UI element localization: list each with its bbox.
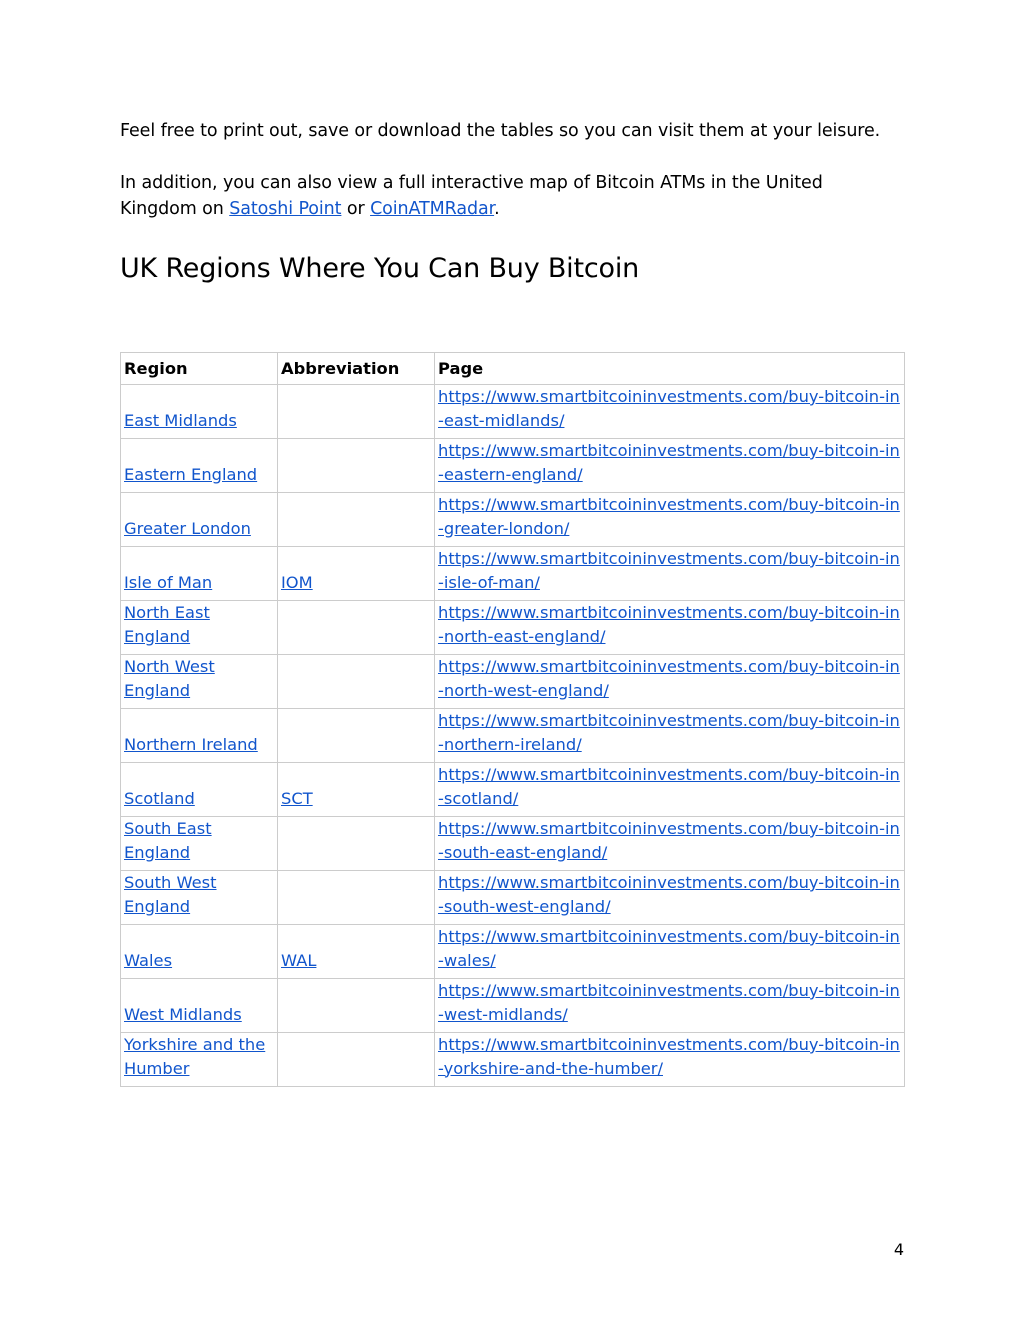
abbreviation-cell bbox=[278, 385, 435, 439]
page-url-link[interactable]: https://www.smartbitcoininvestments.com/buy-bitcoin-in-west-midlands/ bbox=[438, 981, 900, 1024]
intro-paragraph-2-text: In addition, you can also view a full interactive map of Bitcoin ATMs in the United Kingdom on bbox=[120, 173, 823, 219]
table-row bbox=[121, 871, 905, 925]
abbreviation-cell bbox=[278, 979, 435, 1033]
region-cell bbox=[121, 925, 278, 979]
page-cell bbox=[435, 763, 905, 817]
region-cell bbox=[121, 439, 278, 493]
page-url-link[interactable]: https://www.smartbitcoininvestments.com/buy-bitcoin-in-east-midlands/ bbox=[438, 387, 900, 430]
region-link[interactable]: West Midlands bbox=[124, 1004, 242, 1024]
table-row bbox=[121, 979, 905, 1033]
page-number: 4 bbox=[893, 1240, 904, 1259]
region-link[interactable]: East Midlands bbox=[124, 410, 237, 430]
table-row bbox=[121, 493, 905, 547]
region-link[interactable]: North East England bbox=[124, 603, 210, 646]
region-cell bbox=[121, 547, 278, 601]
page-url-link[interactable]: https://www.smartbitcoininvestments.com/buy-bitcoin-in-isle-of-man/ bbox=[438, 549, 900, 592]
page-cell bbox=[435, 817, 905, 871]
region-link[interactable]: Yorkshire and the Humber bbox=[124, 1035, 266, 1078]
abbreviation-cell bbox=[278, 1033, 435, 1087]
table-header-row bbox=[121, 353, 905, 385]
page-url-link[interactable]: https://www.smartbitcoininvestments.com/buy-bitcoin-in-south-west-england/ bbox=[438, 873, 900, 916]
abbreviation-link[interactable]: WAL bbox=[281, 950, 317, 970]
intro-paragraph-1: Feel free to print out, save or download the tables so you can visit them at your leisure. bbox=[120, 121, 881, 141]
region-link[interactable]: North West England bbox=[124, 657, 215, 700]
region-cell bbox=[121, 493, 278, 547]
abbreviation-link[interactable]: IOM bbox=[281, 572, 313, 592]
satoshi-point-link[interactable]: Satoshi Point bbox=[229, 199, 342, 219]
region-cell bbox=[121, 763, 278, 817]
abbreviation-link[interactable]: SCT bbox=[281, 788, 313, 808]
page-url-link[interactable]: https://www.smartbitcoininvestments.com/buy-bitcoin-in-south-east-england/ bbox=[438, 819, 900, 862]
table-row bbox=[121, 655, 905, 709]
table-row bbox=[121, 925, 905, 979]
page-cell bbox=[435, 925, 905, 979]
region-link[interactable]: South East England bbox=[124, 819, 212, 862]
header-abbreviation: Abbreviation bbox=[278, 353, 435, 385]
page-cell bbox=[435, 547, 905, 601]
region-link[interactable]: Eastern England bbox=[124, 464, 258, 484]
table-row bbox=[121, 547, 905, 601]
region-cell bbox=[121, 817, 278, 871]
abbreviation-cell bbox=[278, 493, 435, 547]
page-url-link[interactable]: https://www.smartbitcoininvestments.com/buy-bitcoin-in-greater-london/ bbox=[438, 495, 900, 538]
regions-table bbox=[120, 352, 905, 1087]
region-cell bbox=[121, 385, 278, 439]
page-url-link[interactable]: https://www.smartbitcoininvestments.com/buy-bitcoin-in-north-east-england/ bbox=[438, 603, 900, 646]
page-url-link[interactable]: https://www.smartbitcoininvestments.com/buy-bitcoin-in-scotland/ bbox=[438, 765, 900, 808]
abbreviation-cell bbox=[278, 925, 435, 979]
page-url-link[interactable]: https://www.smartbitcoininvestments.com/buy-bitcoin-in-northern-ireland/ bbox=[438, 711, 900, 754]
page-cell bbox=[435, 709, 905, 763]
region-link[interactable]: Scotland bbox=[124, 788, 195, 808]
region-link[interactable]: Isle of Man bbox=[124, 572, 213, 592]
intro-paragraph-2 bbox=[120, 170, 904, 222]
abbreviation-cell bbox=[278, 763, 435, 817]
region-link[interactable]: Greater London bbox=[124, 518, 251, 538]
table-row bbox=[121, 709, 905, 763]
abbreviation-cell bbox=[278, 439, 435, 493]
region-cell bbox=[121, 1033, 278, 1087]
abbreviation-cell bbox=[278, 601, 435, 655]
page-cell bbox=[435, 493, 905, 547]
page-cell bbox=[435, 601, 905, 655]
table-row bbox=[121, 439, 905, 493]
page-url-link[interactable]: https://www.smartbitcoininvestments.com/buy-bitcoin-in-yorkshire-and-the-humber/ bbox=[438, 1035, 900, 1078]
abbreviation-cell bbox=[278, 655, 435, 709]
region-link[interactable]: Wales bbox=[124, 950, 173, 970]
region-cell bbox=[121, 871, 278, 925]
page-url-link[interactable]: https://www.smartbitcoininvestments.com/buy-bitcoin-in-north-west-england/ bbox=[438, 657, 900, 700]
coinatmradar-link[interactable]: CoinATMRadar bbox=[370, 199, 495, 219]
header-page: Page bbox=[435, 353, 905, 385]
abbreviation-cell bbox=[278, 817, 435, 871]
page-cell bbox=[435, 871, 905, 925]
table-row bbox=[121, 1033, 905, 1087]
intro-period: . bbox=[494, 199, 500, 219]
page-url-link[interactable]: https://www.smartbitcoininvestments.com/buy-bitcoin-in-wales/ bbox=[438, 927, 900, 970]
page-cell bbox=[435, 1033, 905, 1087]
table-row bbox=[121, 385, 905, 439]
region-cell bbox=[121, 709, 278, 763]
section-title: UK Regions Where You Can Buy Bitcoin bbox=[120, 253, 640, 284]
page-cell bbox=[435, 439, 905, 493]
region-link[interactable]: South West England bbox=[124, 873, 217, 916]
page-url-link[interactable]: https://www.smartbitcoininvestments.com/buy-bitcoin-in-eastern-england/ bbox=[438, 441, 900, 484]
page-cell bbox=[435, 385, 905, 439]
region-link[interactable]: Northern Ireland bbox=[124, 734, 258, 754]
table-row bbox=[121, 763, 905, 817]
abbreviation-cell bbox=[278, 709, 435, 763]
page-cell bbox=[435, 655, 905, 709]
region-cell bbox=[121, 655, 278, 709]
region-cell bbox=[121, 601, 278, 655]
page-content bbox=[120, 118, 904, 286]
page-cell bbox=[435, 979, 905, 1033]
table-row bbox=[121, 601, 905, 655]
region-cell bbox=[121, 979, 278, 1033]
intro-or-text: or bbox=[341, 199, 371, 219]
header-region: Region bbox=[121, 353, 278, 385]
abbreviation-cell bbox=[278, 871, 435, 925]
abbreviation-cell bbox=[278, 547, 435, 601]
table-row bbox=[121, 817, 905, 871]
table-body bbox=[121, 385, 905, 1087]
